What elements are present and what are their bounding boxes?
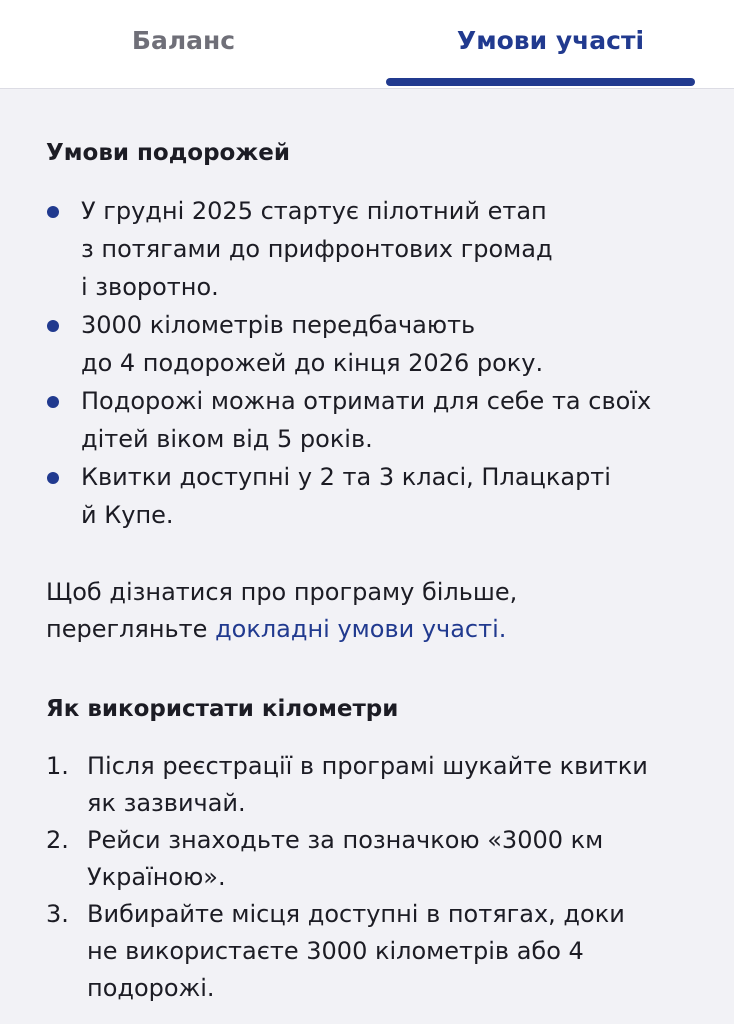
more-info-prefix: перегляньте [46, 615, 216, 643]
bullet-line: і зворотно. [81, 273, 219, 301]
bullet-line: й Купе. [81, 501, 174, 529]
step-line: Рейси знаходьте за позначкою «3000 км [87, 826, 604, 854]
step-line: Після реєстрації в програмі шукайте квитки [87, 752, 648, 780]
step-number: 1. [46, 752, 69, 780]
list-item [46, 748, 648, 822]
trips-bullet-list [46, 192, 651, 534]
bullet-line: Подорожі можна отримати для себе та своїх [81, 387, 652, 415]
bullet-line: дітей віком від 5 років. [81, 425, 373, 453]
bullet-dot-icon [47, 472, 59, 484]
list-item [46, 382, 651, 458]
trips-section-title: Умови подорожей [46, 140, 290, 166]
bullet-line: 3000 кілометрів передбачають [81, 311, 476, 339]
step-line: не використаєте 3000 кілометрів або 4 [87, 937, 584, 965]
step-number: 3. [46, 900, 69, 928]
step-line: подорожі. [87, 974, 215, 1002]
bullet-line: з потягами до прифронтових громад [81, 235, 553, 263]
tab-participation-terms[interactable]: Умови участі [456, 25, 645, 55]
list-item [46, 192, 651, 306]
detailed-terms-link[interactable]: докладні умови участі. [215, 615, 507, 643]
km-section-title: Як використати кілометри [46, 696, 399, 722]
list-item [46, 306, 651, 382]
step-line: Вибирайте місця доступні в потягах, доки [87, 900, 625, 928]
more-info-text [46, 574, 517, 648]
bullet-dot-icon [47, 396, 59, 408]
km-steps-list [46, 748, 648, 1007]
list-item [46, 458, 651, 534]
bullet-line: У грудні 2025 стартує пілотний етап [81, 197, 547, 225]
list-item [46, 896, 648, 1007]
list-item [46, 822, 648, 896]
bullet-dot-icon [47, 320, 59, 332]
bullet-line: Квитки доступні у 2 та 3 класі, Плацкарті [81, 463, 611, 491]
bullet-dot-icon [47, 206, 59, 218]
more-info-line: Щоб дізнатися про програму більше, [46, 578, 518, 606]
step-line: Україною». [87, 863, 226, 891]
active-tab-indicator [386, 78, 695, 86]
tab-bar [0, 0, 734, 89]
tab-balance[interactable]: Баланс [131, 25, 236, 55]
step-number: 2. [46, 826, 69, 854]
step-line: як зазвичай. [87, 789, 246, 817]
bullet-line: до 4 подорожей до кінця 2026 року. [81, 349, 544, 377]
